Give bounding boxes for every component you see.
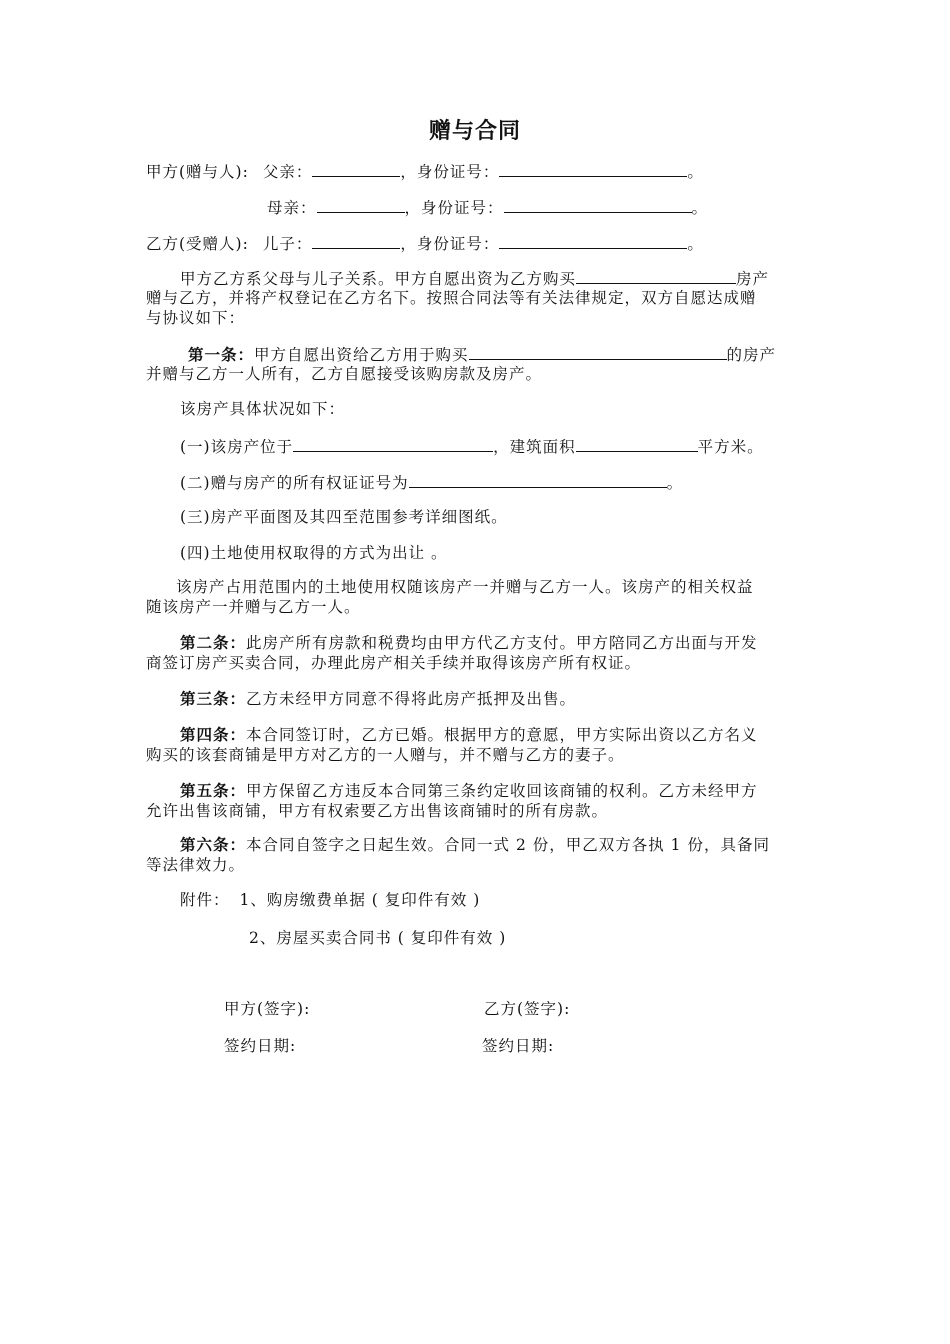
article-3-text: 乙方未经甲方同意不得将此房产抵押及出售。 (246, 690, 577, 708)
property-location-blank[interactable] (293, 435, 493, 452)
property-item-1 (180, 435, 764, 457)
property-location-label: (一)该房产位于 (180, 438, 294, 456)
article-6-heading: 第六条： (180, 836, 247, 854)
attachment-line-1 (180, 890, 480, 910)
party-b-son-line (146, 232, 704, 254)
son-label: 儿子： (262, 235, 313, 253)
mother-name-blank[interactable] (317, 196, 405, 213)
certificate-line-end: 。 (666, 474, 684, 492)
intro-line-2: 赠与乙方，并将产权登记在乙方名下。按照合同法等有关法律规定，双方自愿达成赠 (146, 289, 757, 307)
article-5-heading: 第五条： (180, 782, 247, 800)
mother-label: 母亲： (267, 199, 317, 217)
article-2-text: 此房产所有房款和税费均由甲方代乙方支付。甲方陪同乙方出面与开发 (246, 634, 758, 652)
article-6-text: 本合同自签字之日起生效。合同一式 2 份，甲乙双方各执 1 份，具备同 (246, 836, 770, 854)
property-intro: 该房产具体状况如下： (180, 400, 346, 418)
mother-id-label: ，身份证号： (404, 199, 504, 217)
son-id-label: ，身份证号： (400, 235, 500, 253)
party-b-date-label: 签约日期: (482, 1037, 555, 1055)
property-area-unit: 平方米。 (697, 438, 764, 456)
intro-text-2: 房产 (736, 270, 770, 288)
intro-line-3: 与协议如下： (146, 309, 246, 327)
party-a-date-label: 签约日期: (224, 1037, 297, 1055)
party-b-label: 乙方(受赠人): (146, 235, 249, 253)
party-a-signature-label: 甲方(签字): (224, 1000, 311, 1018)
article-4-text: 本合同签订时，乙方已婚。根据甲方的意愿，甲方实际出资以乙方名义 (246, 726, 758, 744)
land-line-1: 该房产占用范围内的土地使用权随该房产一并赠与乙方一人。该房产的相关权益 (176, 578, 754, 596)
intro-text-1: 甲方乙方系父母与儿子关系。甲方自愿出资为乙方购买 (180, 270, 577, 288)
attachment-label: 附件： (180, 891, 230, 909)
article-5-line-2: 允许出售该商铺，甲方有权索要乙方出售该商铺时的所有房款。 (146, 802, 609, 820)
intro-property-blank[interactable] (576, 267, 736, 284)
property-item-2 (180, 471, 683, 493)
attachment-item-2: 2、房屋买卖合同书 ( 复印件有效 ) (249, 929, 507, 947)
son-line-end: 。 (687, 235, 704, 253)
property-item-3: (三)房产平面图及其四至范围参考详细图纸。 (180, 508, 508, 526)
property-area-blank[interactable] (576, 435, 698, 452)
article-1-line-2: 并赠与乙方一人所有，乙方自愿接受该购房款及房产。 (146, 365, 543, 383)
father-id-label: ，身份证号： (400, 163, 500, 181)
article-1-text-2: 的房产 (726, 346, 777, 364)
article-1-property-blank[interactable] (469, 343, 727, 360)
article-3-line-1 (180, 689, 576, 709)
document-title: 赠与合同 (428, 119, 521, 144)
article-6-line-2: 等法律效力。 (146, 856, 246, 874)
party-a-mother-line (267, 196, 708, 218)
mother-id-blank[interactable] (504, 196, 692, 213)
article-1-line-1 (188, 343, 776, 365)
son-name-blank[interactable] (312, 232, 400, 249)
party-b-signature-label: 乙方(签字): (484, 1000, 571, 1018)
article-4-line-2: 购买的该套商铺是甲方对乙方的一人赠与，并不赠与乙方的妻子。 (146, 746, 625, 764)
intro-line-1 (180, 267, 769, 289)
property-item-4: (四)土地使用权取得的方式为出让 。 (180, 544, 448, 562)
son-id-blank[interactable] (499, 232, 687, 249)
property-area-label: ，建筑面积 (493, 438, 576, 456)
article-2-heading: 第二条： (180, 634, 247, 652)
article-5-line-1 (180, 781, 758, 801)
article-6-line-1 (180, 835, 770, 855)
article-2-line-2: 商签订房产买卖合同，办理此房产相关手续并取得该房产所有权证。 (146, 654, 642, 672)
article-4-heading: 第四条： (180, 726, 247, 744)
party-a-label: 甲方(赠与人): (146, 163, 249, 181)
father-label: 父亲： (262, 163, 313, 181)
certificate-label: (二)赠与房产的所有权证证号为 (180, 474, 409, 492)
article-1-text-1: 甲方自愿出资给乙方用于购买 (254, 346, 469, 364)
mother-line-end: 。 (691, 199, 709, 217)
father-id-blank[interactable] (499, 160, 687, 177)
father-name-blank[interactable] (312, 160, 400, 177)
article-3-heading: 第三条： (180, 690, 247, 708)
certificate-number-blank[interactable] (409, 471, 667, 488)
father-line-end: 。 (687, 163, 704, 181)
land-line-2: 随该房产一并赠与乙方一人。 (146, 598, 361, 616)
attachment-item-1: 1、购房缴费单据 ( 复印件有效 ) (239, 891, 481, 909)
article-4-line-1 (180, 725, 758, 745)
article-2-line-1 (180, 633, 758, 653)
article-1-heading: 第一条： (188, 346, 255, 364)
article-5-text: 甲方保留乙方违反本合同第三条约定收回该商铺的权利。乙方未经甲方 (246, 782, 758, 800)
party-a-father-line (146, 160, 704, 182)
